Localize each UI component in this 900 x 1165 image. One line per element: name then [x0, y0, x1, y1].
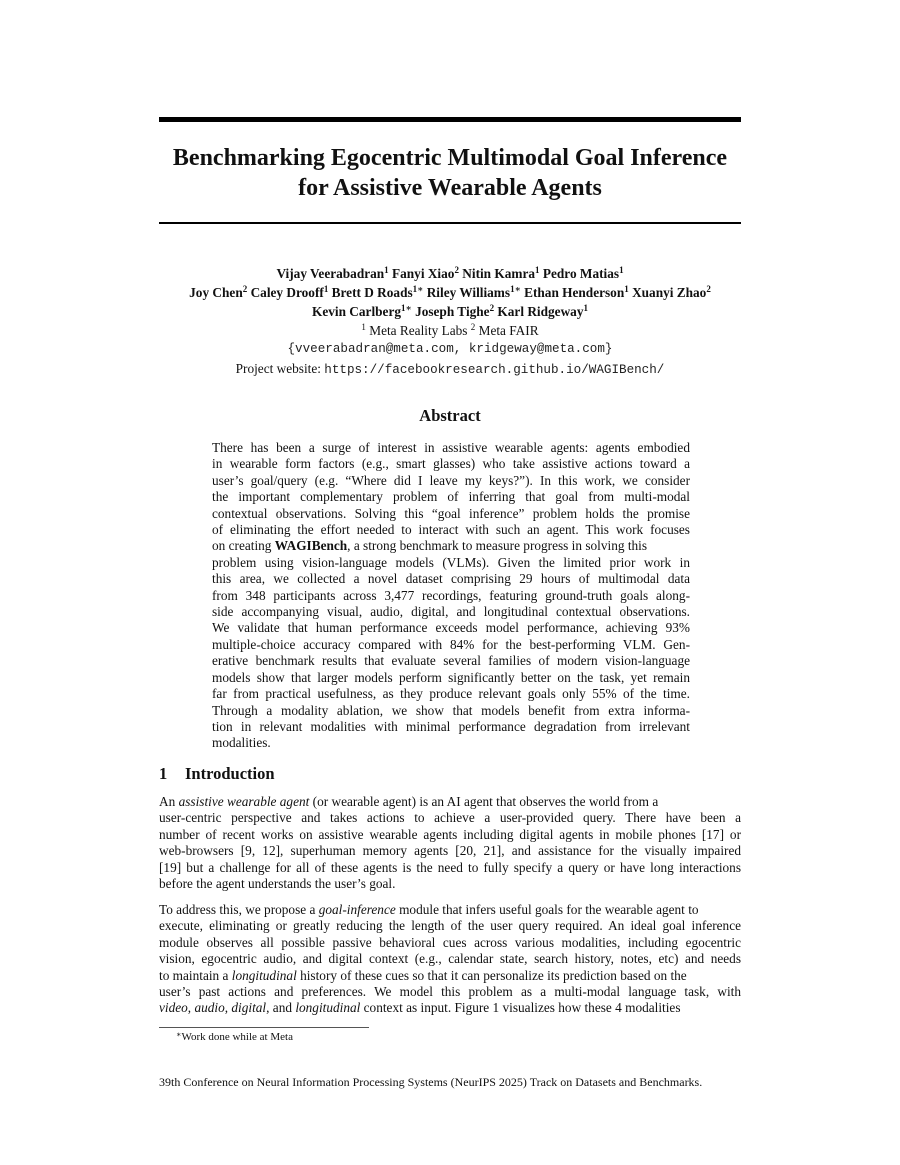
paragraph-line: execute, eliminating or greatly reducing the length of the user query required. An ideal goal inference	[159, 918, 741, 934]
footnote-text: Work done while at Meta	[181, 1031, 293, 1043]
paragraph-line: before the agent understands the user’s goal.	[159, 876, 396, 892]
text-run: to maintain a	[159, 967, 232, 983]
emphasis: video	[159, 1000, 188, 1016]
abstract-line: models show that larger models perform significantly better on the task, yet remain	[212, 669, 690, 685]
author-name: Pedro Matias	[542, 266, 620, 281]
abstract-line: this area, we collected a novel dataset comprising 29 hours of multimodal data	[212, 571, 690, 587]
abstract-line: contextual observations. Solving this “goal inference” problem holds the promise	[212, 505, 690, 521]
author-line	[120, 283, 780, 302]
paragraph-line: user’s past actions and preferences. We model this problem as a multi-modal language task, with	[159, 984, 741, 1000]
text-run: on creating	[212, 538, 275, 554]
author-affil-mark: 2	[489, 303, 495, 313]
section-title: Introduction	[185, 764, 275, 783]
abstract-line: multiple-choice accuracy compared with 84% for the best-performing VLM. Gen-	[212, 636, 690, 652]
venue-note: 39th Conference on Neural Information Processing Systems (NeurIPS 2025) Track on Datasets and Benchmarks.	[159, 1075, 703, 1089]
abstract-heading: Abstract	[419, 406, 481, 425]
author-affil-mark: 1	[323, 284, 329, 294]
author-affil-mark: 1∗	[401, 303, 412, 313]
author-affil-mark: 1	[535, 265, 540, 275]
affiliations	[120, 321, 780, 340]
footnote	[176, 1031, 293, 1043]
abstract-line: We validate that human performance exceeds model performance, achieving 93%	[212, 620, 690, 636]
abstract-line: tion in relevant modalities with minimal performance degradation from irrelevant	[212, 718, 690, 734]
paper-title	[130, 143, 770, 203]
paragraph-line: module observes all possible passive behavioral cues across various modalities, including egocentric	[159, 934, 741, 950]
title-line: Benchmarking Egocentric Multimodal Goal Inference	[172, 145, 728, 171]
abstract-line: modalities.	[212, 735, 271, 751]
author-name: Riley Williams	[426, 285, 511, 300]
abstract-line: the important complementary problem of inferring that goal from multi-modal	[212, 489, 690, 505]
author-name: Kevin Carlberg	[312, 304, 402, 319]
author-name: Nitin Kamra	[462, 266, 536, 281]
author-name: Ethan Henderson	[524, 285, 625, 300]
author-affil-mark: 1	[583, 303, 588, 313]
author-emails: {vveerabadran@meta.com, kridgeway@meta.com}	[287, 342, 613, 356]
author-affil-mark: 1∗	[412, 284, 424, 294]
paragraph-line: number of recent works on assistive wearable agents including digital agents in mobile phones [17] or	[159, 826, 741, 842]
author-affil-mark: 2	[454, 265, 459, 275]
project-website	[120, 359, 780, 380]
abstract-line: of eliminating the effort needed to interact with such an agent. This work focuses	[212, 522, 690, 538]
text-run: , a strong benchmark to measure progress in solving this	[347, 538, 648, 554]
intro-paragraph-2	[159, 902, 741, 1017]
abstract-line: erative benchmark results that evaluate several families of modern vision-language	[212, 653, 690, 669]
text-run: To address this, we propose a	[159, 902, 319, 917]
emphasis: longitudinal	[231, 967, 297, 983]
author-affil-mark: 2	[242, 284, 248, 294]
author-name: Xuanyi Zhao	[632, 285, 707, 300]
author-name: Joy Chen	[189, 285, 243, 300]
affil-mark: 2	[470, 322, 476, 332]
footnote-mark: ∗	[176, 1030, 182, 1039]
abstract-body	[212, 440, 690, 752]
abstract-line: There has been a surge of interest in assistive wearable agents: agents embodied	[212, 440, 690, 455]
author-line	[120, 264, 780, 283]
text-run: history of these cues so that it can personalize its prediction based on the	[296, 967, 687, 983]
intro-paragraph-1	[159, 794, 741, 892]
author-affil-mark: 1∗	[510, 284, 521, 294]
author-affil-mark: 1	[624, 284, 629, 294]
author-name: Fanyi Xiao	[392, 266, 455, 281]
emphasis: goal-inference	[318, 902, 396, 917]
author-block	[120, 264, 780, 380]
paragraph-line: vision, egocentric audio, and digital context (e.g., calendar state, search history, notes, etc) and needs	[159, 951, 741, 967]
author-affil-mark: 2	[706, 284, 711, 294]
author-name: Brett D Roads	[331, 285, 413, 300]
abstract-line: from 348 participants across 3,477 recordings, featuring ground-truth goals along-	[212, 587, 690, 603]
author-name: Vijay Veerabadran	[276, 266, 385, 281]
author-line	[120, 302, 780, 321]
author-affil-mark: 1	[384, 265, 389, 275]
project-label: Project website:	[235, 361, 325, 376]
paragraph-line: user-centric perspective and takes actions to achieve a user-provided query. There have been a	[159, 810, 741, 826]
author-name: Karl Ridgeway	[497, 304, 584, 319]
author-name: Joseph Tighe	[415, 304, 490, 319]
footnote-rule	[159, 1027, 369, 1028]
project-link[interactable]: https://facebookresearch.github.io/WAGIBench/	[324, 363, 665, 377]
emphasis: audio	[194, 1000, 225, 1016]
paragraph-line	[159, 902, 741, 918]
title-top-rule	[159, 117, 741, 122]
title-line: for Assistive Wearable Agents	[298, 175, 602, 201]
abstract-line: user’s goal/query (e.g. “Where did I leave my keys?”). In this work, we consider	[212, 472, 690, 488]
text-run: ,	[224, 1000, 232, 1016]
title-bottom-rule	[159, 222, 741, 224]
section-heading	[159, 764, 275, 784]
emphasis: assistive wearable agent	[178, 794, 310, 809]
paragraph-line	[159, 968, 741, 984]
emphasis: longitudinal	[295, 1000, 361, 1016]
author-affil-mark: 1	[619, 265, 624, 275]
abstract-line: far from practical usefulness, as they produce relevant goals only 55% of the time.	[212, 686, 690, 702]
benchmark-name: WAGIBench	[274, 538, 348, 554]
section-number: 1	[159, 764, 168, 783]
text-run: module that infers useful goals for the wearable agent to	[395, 902, 699, 917]
paragraph-line	[159, 794, 741, 810]
paragraph-line: [19] but a challenge for all of these agents is the need to fully specify a query or have long interactions	[159, 859, 741, 875]
text-run: An	[159, 794, 179, 809]
abstract-line: side accompanying visual, audio, digital, and longitudinal contextual observations.	[212, 604, 690, 620]
abstract-line: Through a modality ablation, we show that models benefit from extra informa-	[212, 702, 690, 718]
emphasis: digital	[231, 1000, 267, 1016]
text-run: ,	[187, 1000, 195, 1016]
paragraph-line	[159, 1000, 741, 1016]
abstract-line: in wearable form factors (e.g., smart glasses) who take assistive actions toward a	[212, 456, 690, 472]
affil-mark: 1	[361, 322, 366, 332]
affil-org: Meta Reality Labs	[365, 323, 471, 338]
text-run: context as input. Figure 1 visualizes how these 4 modalities	[360, 1000, 681, 1016]
paragraph-line: web-browsers [9, 12], superhuman memory agents [20, 21], and assistance for the visually impaired	[159, 843, 741, 859]
affil-org: Meta FAIR	[475, 323, 539, 338]
author-name: Caley Drooff	[250, 285, 324, 300]
abstract-line	[212, 538, 690, 554]
text-run: , and	[266, 1000, 296, 1016]
text-run: (or wearable agent) is an AI agent that observes the world from a	[309, 794, 659, 809]
abstract-line: problem using vision-language models (VLMs). Given the limited prior work in	[212, 554, 690, 570]
